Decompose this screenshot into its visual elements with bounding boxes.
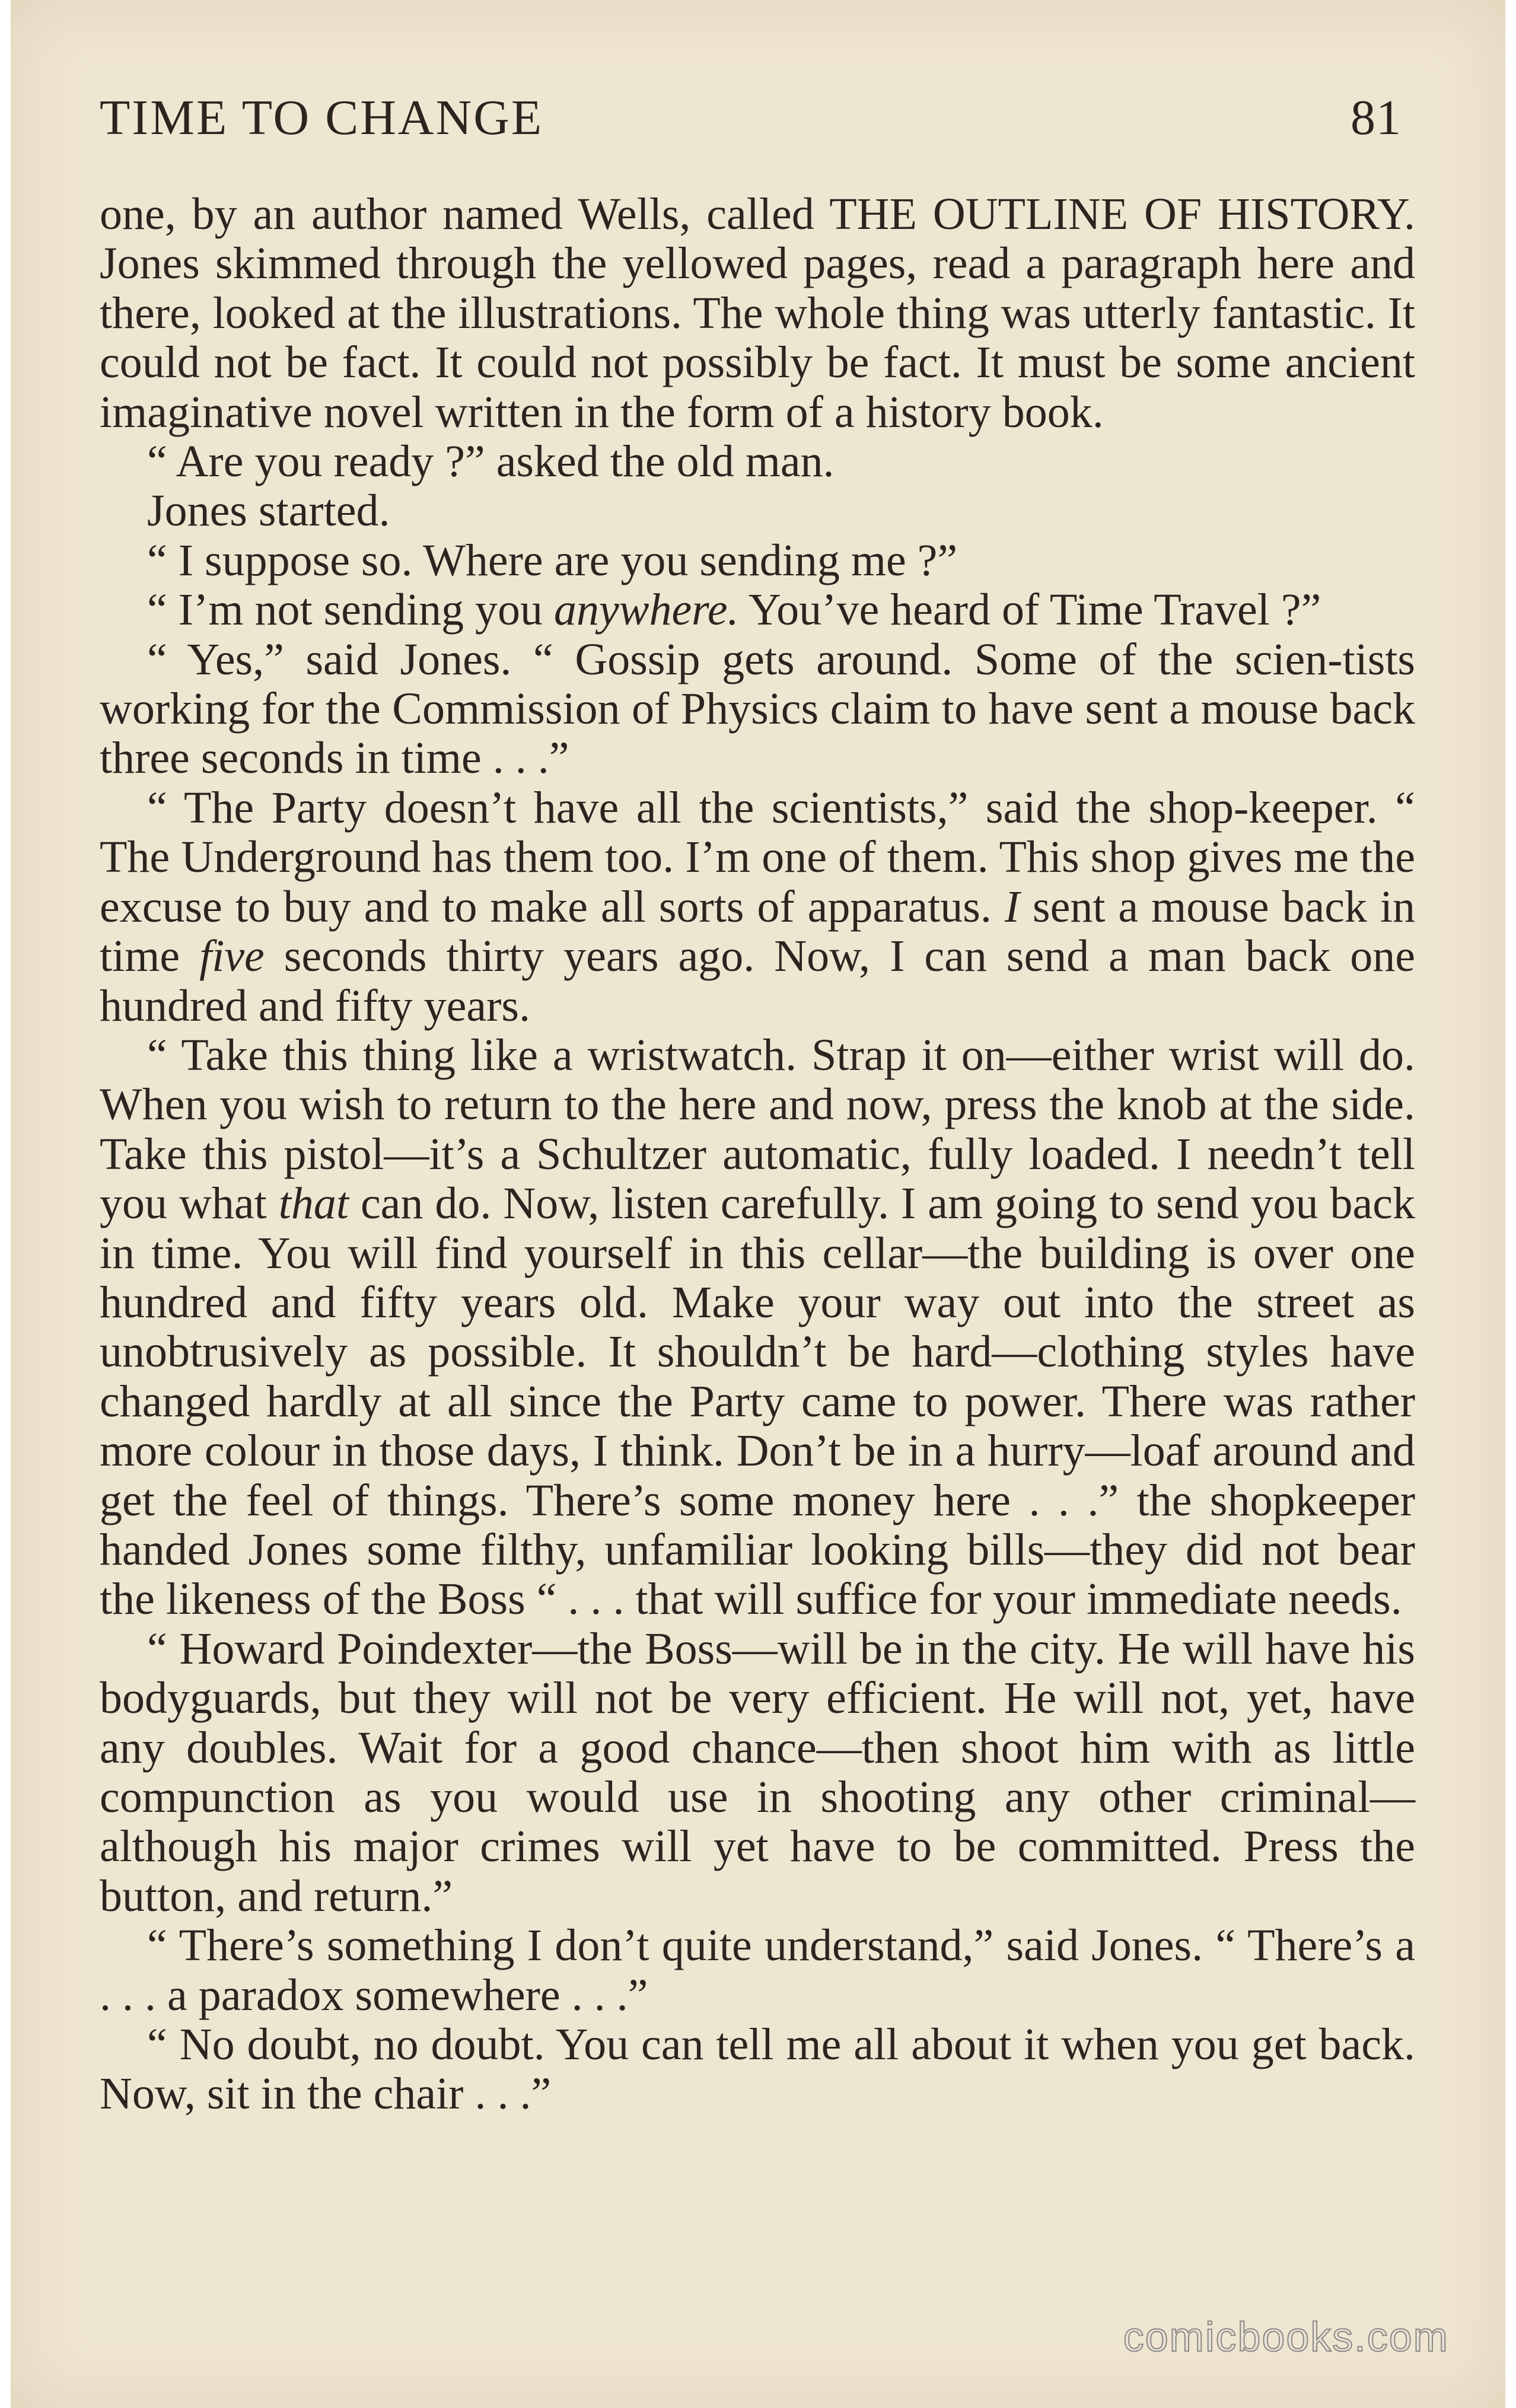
italic-emphasis: five (199, 931, 265, 982)
page-body (100, 190, 1415, 2119)
paragraph (100, 486, 1415, 536)
site-watermark: comicbooks.com (1123, 2314, 1449, 2360)
paragraph (100, 1921, 1415, 2020)
paragraph (100, 536, 1415, 585)
paragraph (100, 585, 1415, 635)
paragraph (100, 783, 1415, 1031)
paragraph-text: “ I suppose so. Where are you sending me ?” (147, 535, 958, 585)
paragraph-text: “ Yes,” said Jones. “ Gossip gets around. Some of the scien-tists working for the Commission of Physics claim to have sent a mouse back three seconds in time . . .” (100, 634, 1415, 783)
page-number: 81 (1351, 90, 1402, 145)
paragraph (100, 2020, 1415, 2119)
paragraph (100, 1031, 1415, 1625)
italic-emphasis: anywhere. (554, 585, 739, 635)
paragraph-text: “ Howard Poindexter—the Boss—will be in the city. He will have his bodyguards, but they will not be very efficient. He will not, yet, have any doubles. Wait for a good chance—then shoot him with as little compunction as you would use in shooting any other criminal—although his major crimes will yet have to be committed. Press the button, and return.” (100, 1623, 1415, 1921)
paragraph (100, 635, 1415, 783)
paragraph-text: “ The Party doesn’t have all the scientists,” said the shop-keeper. “ The Underground has them too. I’m one of them. This shop gives me the excuse to buy and to make all sorts of apparatus. (100, 782, 1415, 932)
book-page (11, 0, 1505, 2408)
italic-emphasis: I (1004, 881, 1020, 932)
paragraph-text: Jones started. (147, 486, 390, 536)
paragraph-text: “ Take this thing like a wristwatch. Strap it on—either wrist will do. When you wish to return to the here and now, press the knob at the side. Take this pistol—it’s a Schultzer automatic, fully loaded. I needn’t tell you what (100, 1030, 1415, 1229)
paragraph-text: “ There’s something I don’t quite understand,” said Jones. “ There’s a . . . a paradox somewhere . . .” (100, 1920, 1415, 2020)
paragraph-text: seconds thirty years ago. Now, I can send a man back one hundred and fifty years. (100, 931, 1416, 1031)
paragraph-text: “ I’m not sending you (147, 585, 555, 635)
running-title: TIME TO CHANGE (100, 90, 544, 145)
paragraph-text: “ No doubt, no doubt. You can tell me all about it when you get back. Now, sit in the chair . . .” (100, 2020, 1415, 2119)
paragraph-text: sent a mouse back in time (100, 881, 1415, 982)
paragraph-text: You’ve heard of Time Travel ?” (738, 585, 1321, 635)
paragraph (100, 1625, 1415, 1921)
paragraph-text: one, by an author named Wells, called THE OUTLINE OF HISTORY. Jones skimmed through the yellowed pages, read a paragraph here and there, looked at the illustrations. The whole thing was utterly fantastic. It could not be fact. It could not possibly be fact. It must be some ancient imaginative novel written in the form of a history book. (100, 189, 1415, 437)
paragraph (100, 190, 1415, 437)
paragraph (100, 437, 1415, 486)
running-header (100, 89, 1402, 154)
paragraph-text: “ Are you ready ?” asked the old man. (147, 437, 835, 487)
paragraph-text: can do. Now, listen carefully. I am going to send you back in time. You will find yourself in this cellar—the building is over one hundred and fifty years old. Make your way out into the street as unobtrusively as possible. It shouldn’t be hard—clothing styles have changed hardly at all since the Party came to power. There was rather more colour in those days, I think. Don’t be in a hurry—loaf around and get the feel of things. There’s some money here . . .” the shopkeeper handed Jones some filthy, unfamiliar looking bills—they did not bear the likeness of the Boss “ . . . that will suffice for your immediate needs. (100, 1178, 1416, 1625)
italic-emphasis: that (278, 1178, 349, 1229)
